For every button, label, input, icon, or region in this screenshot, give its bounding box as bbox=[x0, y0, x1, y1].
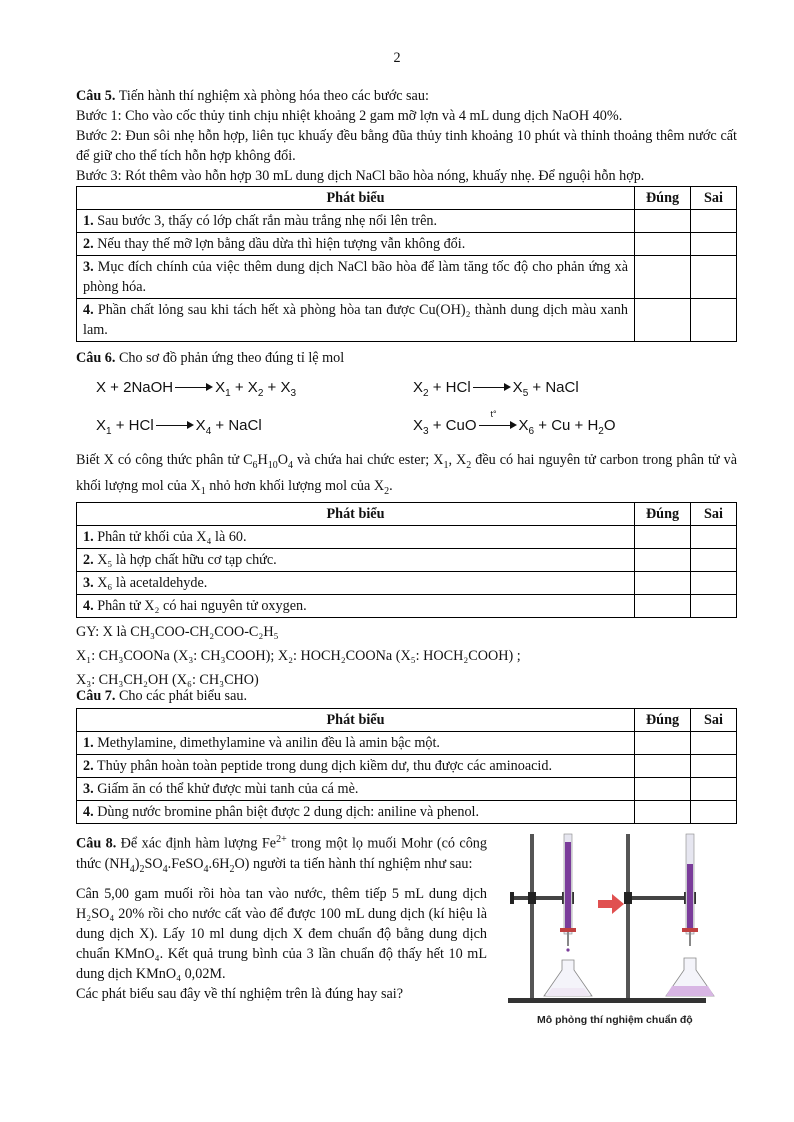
q6-guide-1: GY: X là CH₃COO-CH₂COO-C₂H₅ bbox=[76, 623, 279, 640]
true-cell[interactable] bbox=[635, 732, 691, 755]
row-number: 2. bbox=[83, 758, 94, 774]
table-row bbox=[77, 755, 737, 778]
header-statement: Phát biểu bbox=[77, 187, 635, 210]
header-true: Đúng bbox=[635, 709, 691, 732]
table-row bbox=[77, 256, 737, 299]
row-number: 4. bbox=[83, 597, 94, 614]
question-6-body bbox=[76, 450, 737, 692]
row-text: Mục đích chính của việc thêm dung dịch NaCl bão hòa để làm tăng tốc độ cho phản ứng xà phòng hóa. bbox=[83, 259, 628, 295]
row-number: 4. bbox=[83, 302, 94, 318]
q7-title: Câu 7. bbox=[76, 688, 116, 704]
page-number: 2 bbox=[393, 50, 401, 66]
arrow-right-icon bbox=[598, 894, 624, 914]
q5-step2: Bước 2: Đun sôi nhẹ hỗn hợp, liên tục khuấy đều bằng đũa thủy tinh khoảng 10 phút và thỉnh thoảng thêm nước cất để giữ cho thể tích hỗn hợp không đổi. bbox=[76, 128, 737, 164]
row-number: 3. bbox=[83, 574, 94, 591]
row-number: 1. bbox=[83, 735, 94, 751]
row-text: Nếu thay thế mỡ lợn bằng dầu dừa thì hiện tượng vẫn không đổi. bbox=[93, 236, 466, 252]
header-true: Đúng bbox=[635, 502, 691, 525]
q6-description: Biết X có công thức phân tử $C_6H_{10}O_4$ và chứa hai chức ester; $X_1$, $X_2$ đều có hai nguyên tử carbon trong phân tử và khối lượng mol của $X_1$ nhỏ hơn khối lượng mol của $X_2$. bbox=[76, 452, 737, 497]
q7-table bbox=[76, 708, 737, 824]
header-false: Sai bbox=[691, 709, 737, 732]
row-text: Phân tử khối của X₄ là 60. bbox=[93, 528, 247, 545]
false-cell[interactable] bbox=[691, 256, 737, 299]
reaction-2: $X_2$ + HCl $X_5$ + NaCl bbox=[413, 379, 579, 399]
false-cell[interactable] bbox=[691, 732, 737, 755]
table-row bbox=[77, 732, 737, 755]
question-8 bbox=[76, 830, 487, 1004]
row-number: 3. bbox=[83, 781, 94, 797]
true-cell[interactable] bbox=[635, 594, 691, 617]
table-row bbox=[77, 548, 737, 571]
arrow-icon bbox=[479, 421, 517, 431]
q6-title: Câu 6. bbox=[76, 350, 116, 366]
table-row bbox=[77, 299, 737, 342]
true-cell[interactable] bbox=[635, 755, 691, 778]
false-cell[interactable] bbox=[691, 571, 737, 594]
reaction-3: $X_1$ + HCl $X_4$ + NaCl bbox=[96, 417, 262, 437]
arrow-icon bbox=[175, 383, 213, 393]
q5-title: Câu 5. bbox=[76, 88, 116, 104]
row-text: X₆ là acetaldehyde. bbox=[93, 574, 208, 591]
q6-table bbox=[76, 502, 737, 618]
false-cell[interactable] bbox=[691, 778, 737, 801]
header-statement: Phát biểu bbox=[77, 709, 635, 732]
question-5 bbox=[76, 86, 737, 342]
true-cell[interactable] bbox=[635, 299, 691, 342]
header-true: Đúng bbox=[635, 187, 691, 210]
false-cell[interactable] bbox=[691, 594, 737, 617]
row-number: 1. bbox=[83, 213, 94, 229]
row-number: 1. bbox=[83, 528, 94, 545]
q8-procedure: Cân 5,00 gam muối rồi hòa tan vào nước, thêm tiếp 5 mL dung dịch H₂SO₄ 20% rồi cho nước cất vào để được 100 mL dung dịch (kí hiệu là dung dịch X). Lấy 10 ml dung dịch X đem chuẩn độ bằng dung dịch chuẩn KMnO₄. Kết quả trung bình của 3 lần chuẩn độ thấy hết 10 mL dung dịch KMnO₄ 0,02M. bbox=[76, 885, 487, 982]
q8-intro: Câu 8. Để xác định hàm lượng $Fe^{2+}$ trong một lọ muối Mohr (có công thức $(NH_4)_2SO_4.FeSO_4.6H_2O$) người ta tiến hành thí nghiệm như sau: bbox=[76, 834, 487, 875]
true-cell[interactable] bbox=[635, 210, 691, 233]
row-number: 4. bbox=[83, 804, 94, 820]
question-6 bbox=[76, 348, 737, 368]
header-false: Sai bbox=[691, 502, 737, 525]
arrow-icon bbox=[156, 421, 194, 431]
q6-guide-3: X₃: CH₃CH₂OH (X₆: CH₃CHO) bbox=[76, 671, 259, 688]
false-cell[interactable] bbox=[691, 548, 737, 571]
condition-label: t° bbox=[490, 409, 497, 419]
q5-intro: Tiến hành thí nghiệm xà phòng hóa theo các bước sau: bbox=[115, 88, 429, 104]
reaction-4: $X_3$ + CuO t° $X_6 + Cu + H_2O$ bbox=[413, 416, 616, 442]
q6-intro: Cho sơ đồ phản ứng theo đúng tỉ lệ mol bbox=[115, 350, 345, 366]
false-cell[interactable] bbox=[691, 801, 737, 824]
false-cell[interactable] bbox=[691, 233, 737, 256]
row-number: 2. bbox=[83, 551, 94, 568]
table-row bbox=[77, 525, 737, 548]
titration-setup-before bbox=[508, 834, 608, 1003]
q8-question: Các phát biểu sau đây về thí nghiệm trên là đúng hay sai? bbox=[76, 985, 404, 1002]
true-cell[interactable] bbox=[635, 256, 691, 299]
reaction-1: X + 2NaOH $X_1 + X_2 + X_3$ bbox=[96, 379, 297, 399]
row-text: Phần chất lỏng sau khi tách hết xà phòng hòa tan được Cu(OH)₂ thành dung dịch màu xanh lam. bbox=[83, 302, 628, 338]
table-header-row bbox=[77, 502, 737, 525]
row-text: Giấm ăn có thể khử được mùi tanh của cá mè. bbox=[93, 781, 359, 797]
true-cell[interactable] bbox=[635, 525, 691, 548]
row-number: 2. bbox=[83, 236, 94, 252]
table-row bbox=[77, 778, 737, 801]
true-cell[interactable] bbox=[635, 548, 691, 571]
q5-table bbox=[76, 186, 737, 342]
figure-caption: Mô phỏng thí nghiệm chuẩn độ bbox=[537, 1014, 693, 1026]
row-text: Methylamine, dimethylamine và anilin đều là amin bậc một. bbox=[93, 735, 440, 751]
header-false: Sai bbox=[691, 187, 737, 210]
question-7 bbox=[76, 686, 737, 824]
q8-title: Câu 8. bbox=[76, 835, 117, 852]
q5-step3: Bước 3: Rót thêm vào hỗn hợp 30 mL dung dịch NaCl bão hòa nóng, khuấy nhẹ. Để nguội hỗn hợp. bbox=[76, 168, 645, 184]
q5-step1: Bước 1: Cho vào cốc thủy tinh chịu nhiệt khoảng 2 gam mỡ lợn và 4 mL dung dịch NaOH 40%. bbox=[76, 108, 623, 124]
row-text: Phân tử X₂ có hai nguyên tử oxygen. bbox=[93, 597, 307, 614]
table-row bbox=[77, 233, 737, 256]
false-cell[interactable] bbox=[691, 525, 737, 548]
true-cell[interactable] bbox=[635, 571, 691, 594]
row-text: X₅ là hợp chất hữu cơ tạp chức. bbox=[93, 551, 277, 568]
table-row bbox=[77, 571, 737, 594]
true-cell[interactable] bbox=[635, 778, 691, 801]
false-cell[interactable] bbox=[691, 755, 737, 778]
table-row bbox=[77, 210, 737, 233]
row-text: Dùng nước bromine phân biệt được 2 dung dịch: aniline và phenol. bbox=[93, 804, 480, 820]
table-row bbox=[77, 594, 737, 617]
row-text: Sau bước 3, thấy có lớp chất rắn màu trắng nhẹ nổi lên trên. bbox=[93, 213, 438, 229]
q7-intro: Cho các phát biểu sau. bbox=[115, 688, 248, 704]
header-statement: Phát biểu bbox=[77, 502, 635, 525]
arrow-icon bbox=[473, 383, 511, 393]
true-cell[interactable] bbox=[635, 233, 691, 256]
titration-setup-after bbox=[606, 834, 714, 1003]
row-text: Thủy phân hoàn toàn peptide trong dung dịch kiềm dư, thu được các aminoacid. bbox=[93, 758, 553, 774]
table-header-row bbox=[77, 187, 737, 210]
false-cell[interactable] bbox=[691, 299, 737, 342]
true-cell[interactable] bbox=[635, 801, 691, 824]
false-cell[interactable] bbox=[691, 210, 737, 233]
titration-figure bbox=[500, 828, 740, 1008]
q6-guide-2: X₁: CH₃COONa (X₃: CH₃COOH); X₂: HOCH₂COONa (X₅: HOCH₂COOH) ; bbox=[76, 647, 521, 664]
table-header-row bbox=[77, 709, 737, 732]
row-number: 3. bbox=[83, 259, 94, 275]
table-row bbox=[77, 801, 737, 824]
